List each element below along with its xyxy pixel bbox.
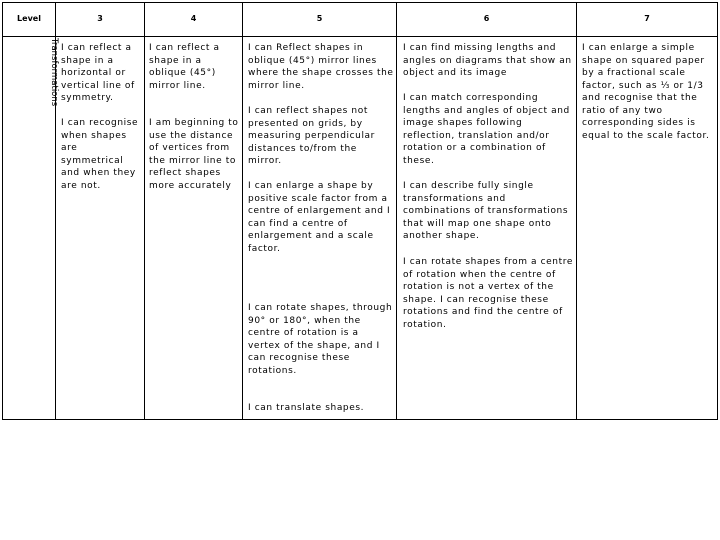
col-divider (144, 2, 145, 420)
col-divider (717, 2, 718, 420)
table-border-bottom (2, 419, 718, 420)
level-header: Level (17, 14, 41, 23)
level-5-statement: I can rotate shapes, through 90° or 180°, when the centre of rotation is a vertex of the shape, and I can recognise these rotations. (248, 303, 393, 376)
level-4-statement: I can reflect a shape in a oblique (45°) mirror line. (149, 43, 220, 91)
level-5-header: 5 (316, 14, 323, 23)
col-divider (242, 2, 243, 420)
level-3-statement: I can recognise when shapes are symmetrical and when they are not. (61, 118, 139, 191)
row-label-transformations: Transformations (49, 38, 59, 107)
level-6-statement: I can match corresponding lengths and angles of object and image shapes following reflection, translation and/or rotation or a combination of these. (403, 93, 570, 166)
level-4-statement: I am beginning to use the distance of vertices from the mirror line to reflect shapes more accurately (149, 118, 239, 191)
level-6-statement: I can rotate shapes from a centre of rotation when the centre of rotation is not a vertex of the shape. I can recognise these rotations and find the centre of rotation. (403, 257, 573, 330)
level-5-statement: I can Reflect shapes in oblique (45°) mirror lines where the shape crosses the mirror line. (248, 43, 394, 91)
level-6-header: 6 (483, 14, 490, 23)
level-5-statement: I can enlarge a shape by positive scale factor from a centre of enlargement and I can find a centre of enlargement and a scale factor. (248, 181, 391, 254)
level-5-statement: I can reflect shapes not presented on grids, by measuring perpendicular distances to/from the mirror. (248, 106, 375, 166)
level-7-header: 7 (644, 14, 650, 23)
level-6-statement: I can describe fully single transformations and combinations of transformations that will map one shape onto another shape. (403, 181, 569, 241)
col-divider (576, 2, 577, 420)
level-7-statement: I can enlarge a simple shape on squared paper by a fractional scale factor, such as ⅓ or 1/3 and recognise that the ratio of any two corresponding sides is equal to the scale factor. (582, 43, 710, 141)
level-3-header: 3 (97, 14, 103, 23)
col-divider (2, 2, 3, 420)
header-divider (2, 36, 718, 37)
col-divider (396, 2, 397, 420)
level-3-statement: I can reflect a shape in a horizontal or vertical line of symmetry. (61, 43, 135, 103)
level-6-statement: I can find missing lengths and angles on diagrams that show an object and its image (403, 43, 572, 78)
level-4-header: 4 (190, 14, 197, 23)
level-5-statement: I can translate shapes. (248, 403, 365, 413)
